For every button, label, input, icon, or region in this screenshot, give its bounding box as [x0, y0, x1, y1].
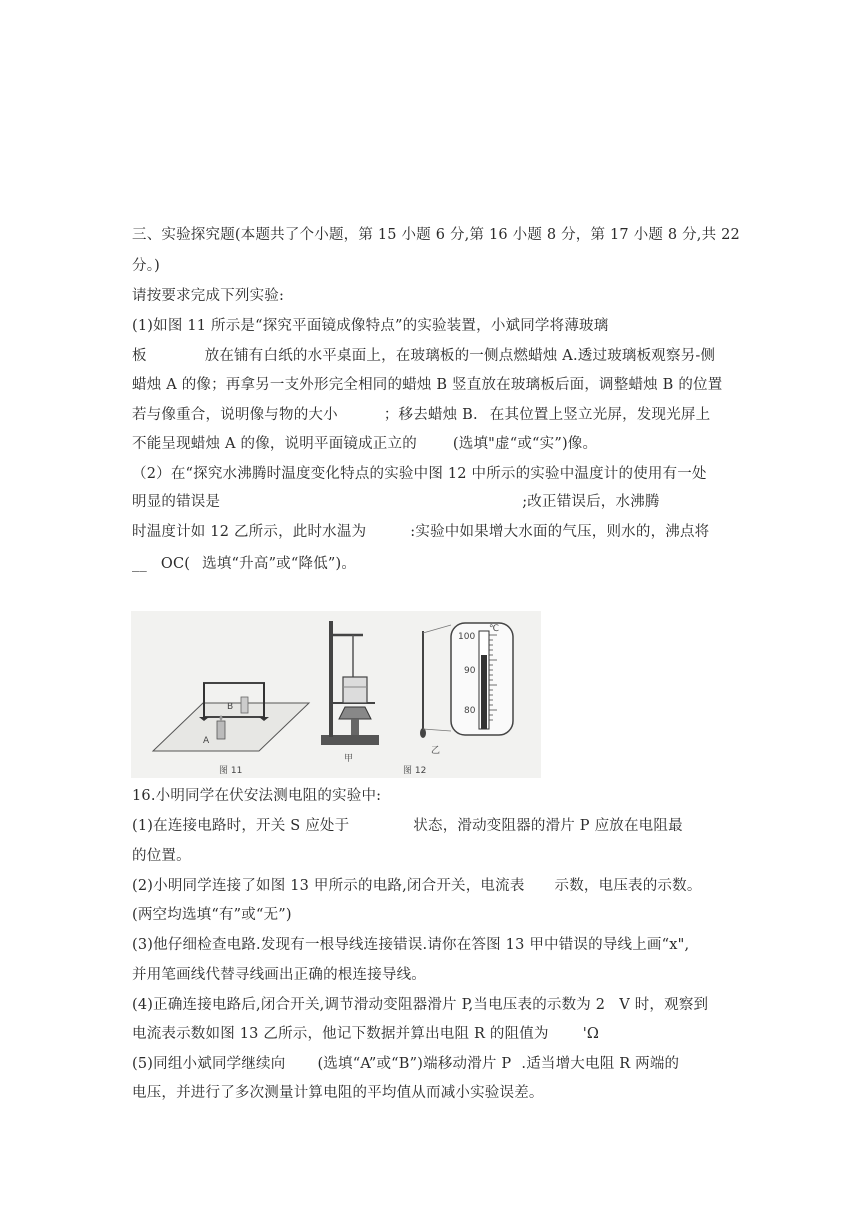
text-segment: :实验中如果增大水面的气压，则水的，沸点将: [410, 524, 710, 540]
text-segment: 状态，滑动变阻器的滑片 P 应放在电阻最: [413, 818, 683, 834]
q16-part3-line2: 并用笔画线代替寻线画出正确的根连接导线。: [132, 967, 426, 983]
scale-label-90: 90: [464, 666, 476, 676]
text-segment: 明显的错误是: [132, 494, 221, 510]
text-segment: ;改正错误后，水沸腾: [522, 494, 660, 510]
q15-part2-line3: [132, 522, 742, 542]
scale-unit-label: ℃: [489, 624, 500, 634]
text-segment: (选填“A”或“B”)端移动滑片 P: [317, 1056, 512, 1072]
q16-part1-line2: 的位置。: [132, 848, 191, 864]
scale-label-80: 80: [464, 706, 476, 716]
figure-jia-label: 甲: [344, 754, 354, 764]
q15-part1-line3: 蜡烛 A 的像；再拿另一支外形完全相同的蜡烛 B 竖直放在玻璃板后面，调整蜡烛 B 的位置: [132, 377, 723, 393]
figure-illustration: [131, 611, 541, 778]
text-segment: 电流表示数如图 13 乙所示，他记下数据并算出电阻 R 的阻值为: [132, 1026, 549, 1042]
figure-12-jia-drawing: [321, 621, 426, 776]
section-heading-cont: 分。): [132, 258, 161, 274]
q15-part1-line4: [132, 405, 742, 425]
q15-part1-line1: (1)如图 11 所示是“探究平面镜成像特点”的实验装置，小斌同学将薄玻璃: [132, 318, 609, 334]
text-segment: 放在铺有白纸的水平桌面上，在玻璃板的一侧点燃蜡烛 A.透过玻璃板观察另-侧: [204, 348, 716, 364]
text-segment: __: [132, 556, 147, 572]
text-segment: (1)在连接电路时，开关 S 应处于: [132, 818, 350, 834]
experiment-figure: [131, 611, 541, 778]
q15-part2-line4: [132, 554, 742, 574]
q15-part1-line5: [132, 434, 742, 454]
text-segment: 在其位置上竖立光屏，发现光屏上: [489, 407, 711, 423]
text-segment: 示数，电压表的示数。: [554, 878, 702, 894]
text-segment: 时温度计如 12 乙所示，此时水温为: [132, 524, 367, 540]
q16-part5-line2: 电压，并进行了多次测量计算电阻的平均值从而减小实验误差。: [132, 1085, 544, 1101]
text-segment: 不能呈现蜡烛 A 的像，说明平面镜成正立的: [132, 436, 417, 452]
text-segment: .适当增大电阻 R 两端的: [521, 1056, 680, 1072]
q15-part2-line2: [132, 492, 742, 512]
instruction-text: 请按要求完成下列实验:: [132, 288, 285, 304]
q15-part2-line1: （2）在“探究水沸腾时温度变化特点的实验中图 12 中所示的实验中温度计的使用有一处: [132, 466, 707, 482]
section-heading: 三、实验探究题(本题共了个小题，第 15 小题 6 分,第 16 小题 8 分，第 17 小题 8 分,共 22: [132, 227, 740, 243]
q16-part1-line1: [132, 816, 742, 836]
text-segment: V 时，观察到: [619, 997, 709, 1013]
text-segment: (选填"虚“或“实”)像。: [452, 436, 598, 452]
candle-a-label: A: [203, 736, 210, 746]
text-segment: 'Ω: [582, 1026, 600, 1042]
figure-11-caption: 图 11: [219, 766, 243, 776]
text-segment: ；移去蜡烛 B.: [383, 407, 478, 423]
q16-part4-line1: [132, 995, 742, 1015]
text-segment: 板: [132, 348, 147, 364]
text-segment: (2)小明同学连接了如图 13 甲所示的电路,闭合开关，电流表: [132, 878, 525, 894]
q16-part3-line1: (3)他仔细检查电路.发现有一根导线连接错误.请你在答图 13 甲中错误的导线上画“x",: [132, 937, 690, 953]
q15-part1-line2: [132, 346, 742, 366]
text-segment: 若与像重合，说明像与物的大小: [132, 407, 338, 423]
q16-part4-line2: [132, 1024, 742, 1044]
q16-part2-line2: (两空均选填“有”或“无”): [132, 907, 292, 923]
text-segment: 选填“升高”或“降低”)。: [202, 556, 357, 572]
q16-title: 16.小明同学在伏安法测电阻的实验中:: [132, 788, 382, 804]
q16-part5-line1: [132, 1054, 742, 1074]
figure-11-drawing: [153, 683, 309, 776]
text-segment: (5)同组小斌同学继续向: [132, 1056, 286, 1072]
text-segment: (4)正确连接电路后,闭合开关,调节滑动变阻器滑片 P,当电压表的示数为 2: [132, 997, 606, 1013]
figure-yi-label: 乙: [431, 746, 441, 756]
figure-12-yi-drawing: [420, 623, 513, 756]
figure-12-caption: 图 12: [403, 766, 427, 776]
q16-part2-line1: [132, 876, 742, 896]
text-segment: OC(: [160, 556, 191, 572]
scale-label-100: 100: [458, 632, 476, 642]
candle-b-label: B: [227, 702, 234, 712]
